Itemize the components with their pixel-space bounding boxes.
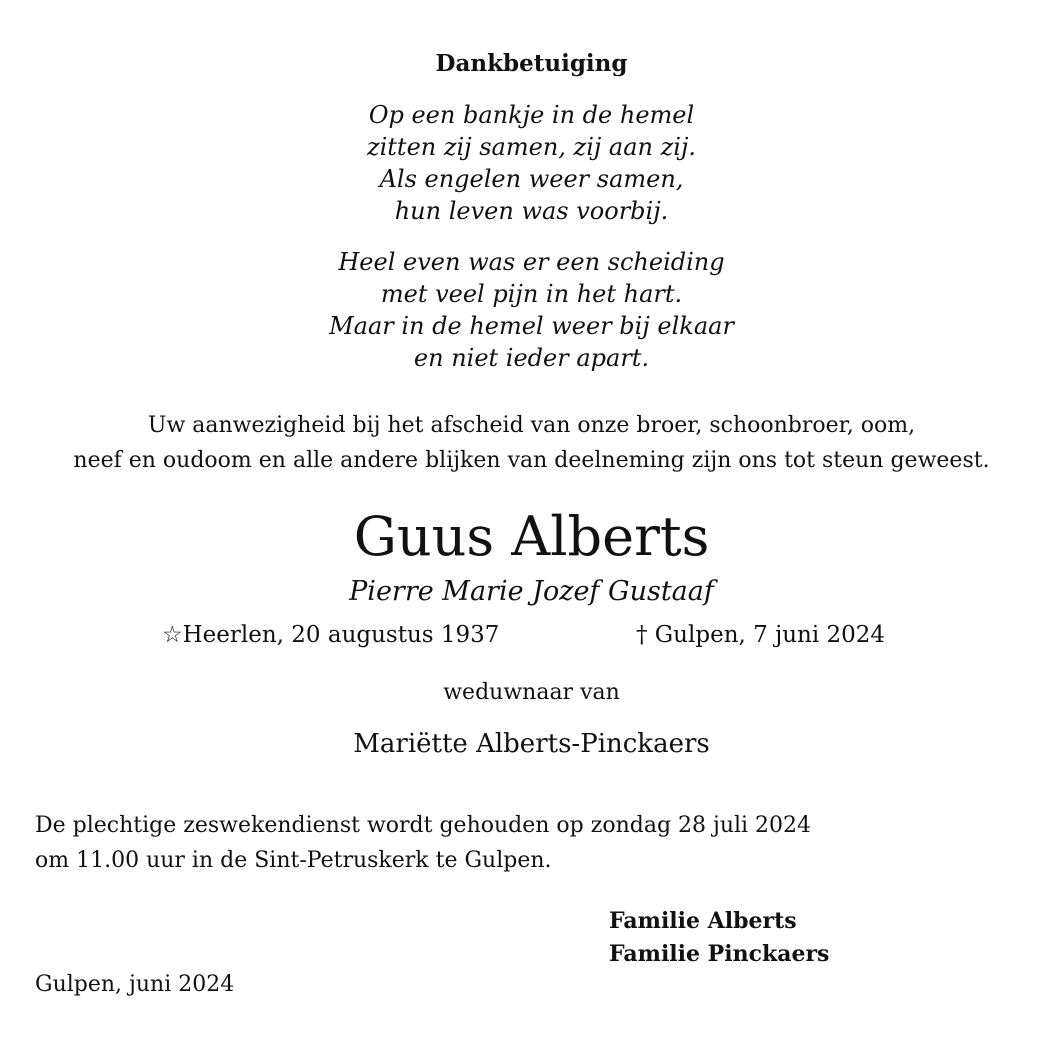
birth-info: ☆Heerlen, 20 augustus 1937 bbox=[162, 622, 500, 648]
thanks-line: Uw aanwezigheid bij het afscheid van onze broer, schoonbroer, oom, bbox=[147, 413, 916, 438]
poem-line: Maar in de hemel weer bij elkaar bbox=[329, 312, 734, 340]
thanks-line: neef en oudoom en alle andere blijken van deelneming zijn ons tot steun geweest. bbox=[73, 448, 990, 473]
poem-line: Op een bankje in de hemel bbox=[368, 101, 695, 129]
poem-line: Als engelen weer samen, bbox=[379, 165, 684, 193]
service-line: om 11.00 uur in de Sint-Petruskerk te Gulpen. bbox=[35, 848, 552, 873]
family-signature bbox=[609, 905, 829, 971]
deceased-full-name: Pierre Marie Jozef Gustaaf bbox=[349, 576, 714, 607]
family-name: Familie Alberts bbox=[609, 908, 797, 934]
service-line: De plechtige zeswekendienst wordt gehouden op zondag 28 juli 2024 bbox=[35, 813, 812, 838]
widower-label: weduwnaar van bbox=[443, 680, 620, 705]
thanks-paragraph bbox=[0, 408, 1063, 478]
spouse-name: Mariëtte Alberts-Pinckaers bbox=[353, 729, 710, 759]
service-announcement bbox=[35, 808, 811, 878]
deceased-name: Guus Alberts bbox=[353, 505, 710, 568]
poem-stanza-2 bbox=[0, 246, 1063, 374]
poem-stanza-1 bbox=[0, 99, 1063, 227]
poem-line: zitten zij samen, zij aan zij. bbox=[366, 133, 697, 161]
poem-line: Heel even was er een scheiding bbox=[338, 248, 725, 276]
death-info: † Gulpen, 7 juni 2024 bbox=[636, 622, 886, 648]
poem-line: en niet ieder apart. bbox=[413, 344, 650, 372]
place-date: Gulpen, juni 2024 bbox=[35, 972, 235, 997]
family-name: Familie Pinckaers bbox=[609, 941, 830, 967]
poem-line: met veel pijn in het hart. bbox=[380, 280, 683, 308]
poem-line: hun leven was voorbij. bbox=[394, 197, 669, 225]
notice-title: Dankbetuiging bbox=[435, 50, 628, 77]
